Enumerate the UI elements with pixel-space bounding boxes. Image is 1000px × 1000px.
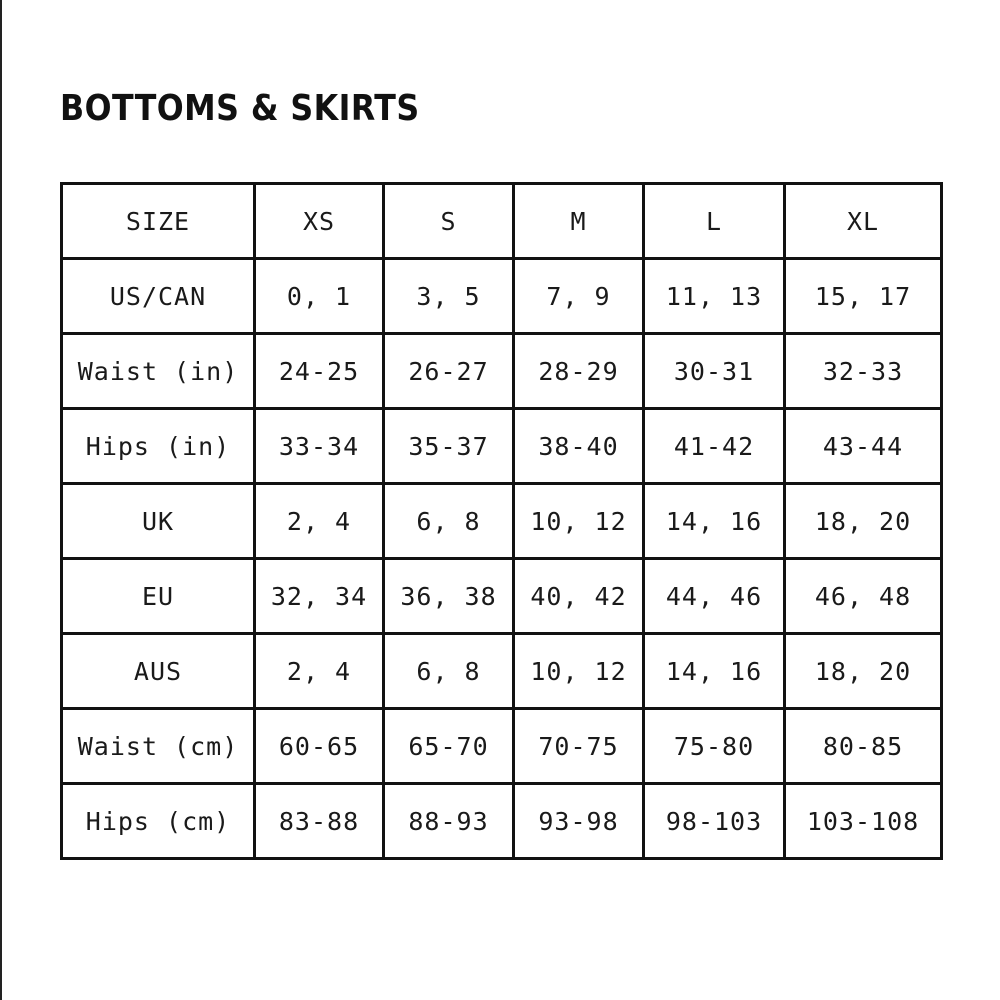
header-cell: S [384,184,514,259]
table-cell: 2, 4 [255,484,384,559]
table-cell: 44, 46 [644,559,785,634]
table-header-row [62,184,942,259]
table-row [62,709,942,784]
table-cell: 6, 8 [384,484,514,559]
table-cell: 43-44 [785,409,942,484]
header-cell: L [644,184,785,259]
page-title: BOTTOMS & SKIRTS [60,88,420,129]
table-row [62,784,942,859]
table-cell: 26-27 [384,334,514,409]
table-cell: 32, 34 [255,559,384,634]
row-label-cell: UK [62,484,255,559]
table-row [62,409,942,484]
table-cell: 14, 16 [644,634,785,709]
header-cell: M [514,184,644,259]
table-cell: 41-42 [644,409,785,484]
table-cell: 28-29 [514,334,644,409]
table-cell: 15, 17 [785,259,942,334]
row-label-cell: EU [62,559,255,634]
table-cell: 40, 42 [514,559,644,634]
table-row [62,634,942,709]
table-row [62,559,942,634]
table-cell: 88-93 [384,784,514,859]
header-cell: XL [785,184,942,259]
table-cell: 3, 5 [384,259,514,334]
row-label-cell: Hips (in) [62,409,255,484]
table-cell: 0, 1 [255,259,384,334]
header-cell: XS [255,184,384,259]
table-cell: 46, 48 [785,559,942,634]
table-cell: 38-40 [514,409,644,484]
size-chart-body [62,184,942,859]
table-cell: 10, 12 [514,634,644,709]
table-cell: 93-98 [514,784,644,859]
table-cell: 65-70 [384,709,514,784]
table-cell: 35-37 [384,409,514,484]
table-cell: 80-85 [785,709,942,784]
table-cell: 11, 13 [644,259,785,334]
table-cell: 18, 20 [785,484,942,559]
table-cell: 18, 20 [785,634,942,709]
table-row [62,484,942,559]
row-label-cell: US/CAN [62,259,255,334]
table-cell: 2, 4 [255,634,384,709]
row-label-cell: AUS [62,634,255,709]
table-cell: 75-80 [644,709,785,784]
size-chart-table [60,182,943,860]
table-cell: 103-108 [785,784,942,859]
row-label-cell: Waist (in) [62,334,255,409]
table-cell: 6, 8 [384,634,514,709]
header-cell: SIZE [62,184,255,259]
table-cell: 70-75 [514,709,644,784]
table-cell: 36, 38 [384,559,514,634]
table-cell: 60-65 [255,709,384,784]
table-cell: 32-33 [785,334,942,409]
table-cell: 33-34 [255,409,384,484]
table-cell: 10, 12 [514,484,644,559]
row-label-cell: Hips (cm) [62,784,255,859]
table-row [62,259,942,334]
table-cell: 14, 16 [644,484,785,559]
table-cell: 24-25 [255,334,384,409]
table-cell: 98-103 [644,784,785,859]
table-cell: 83-88 [255,784,384,859]
table-row [62,334,942,409]
table-cell: 7, 9 [514,259,644,334]
left-border-line [0,0,2,1000]
table-cell: 30-31 [644,334,785,409]
row-label-cell: Waist (cm) [62,709,255,784]
